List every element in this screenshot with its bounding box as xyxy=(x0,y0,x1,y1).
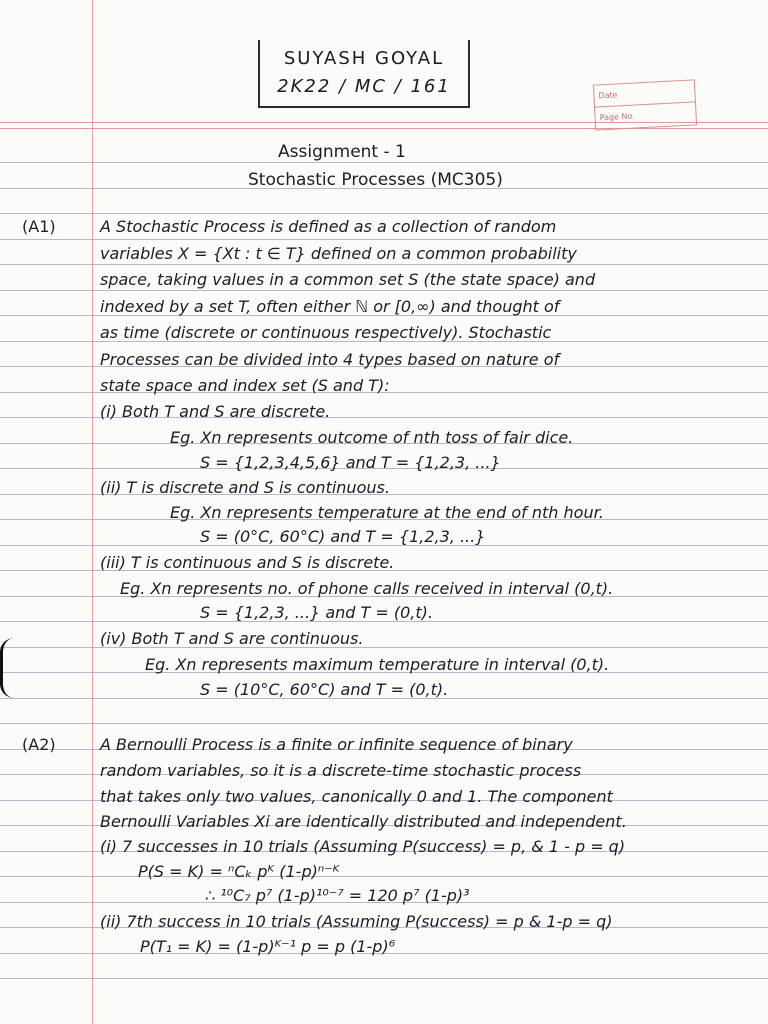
page-no-label: Page No. xyxy=(599,111,636,123)
part-i-heading: (i) 7 successes in 10 trials (Assuming P(success) = p, & 1 - p = q) xyxy=(100,837,626,856)
case-heading: (iv) Both T and S are continuous. xyxy=(100,629,364,648)
date-label: Date xyxy=(594,80,695,107)
part-i-formula: P(S = K) = ⁿCₖ pᴷ (1-p)ⁿ⁻ᴷ xyxy=(138,862,340,881)
a1-line: as time (discrete or continuous respectively). Stochastic xyxy=(100,323,552,342)
top-margin-rule xyxy=(0,128,768,129)
ruled-line xyxy=(0,264,768,265)
student-name: SUYASH GOYAL xyxy=(283,48,445,69)
ruled-line xyxy=(0,876,768,877)
a1-line: variables X = {Xt : t ∈ T} defined on a common probability xyxy=(100,244,577,263)
case-heading: (ii) T is discrete and S is continuous. xyxy=(100,478,390,497)
a2-line: Bernoulli Variables Xi are identically distributed and independent. xyxy=(100,812,627,831)
a2-line: that takes only two values, canonically 0 and 1. The component xyxy=(100,787,613,806)
a1-line: A Stochastic Process is defined as a collection of random xyxy=(100,217,557,236)
case-sets: S = (10°C, 60°C) and T = (0,t). xyxy=(200,680,449,699)
part-ii-formula: P(T₁ = K) = (1-p)ᴷ⁻¹ p = p (1-p)⁶ xyxy=(140,937,396,956)
answer-label-a2: (A2) xyxy=(22,735,56,754)
answer-label-a1: (A1) xyxy=(22,217,56,236)
case-sets: S = (0°C, 60°C) and T = {1,2,3, ...} xyxy=(200,527,486,546)
case-heading: (iii) T is continuous and S is discrete. xyxy=(100,553,395,572)
ruled-line xyxy=(0,290,768,291)
ruled-line xyxy=(0,239,768,240)
a1-line: Processes can be divided into 4 types based on nature of xyxy=(100,350,560,369)
roll-number: 2K22 / MC / 161 xyxy=(277,76,451,97)
ruled-line xyxy=(0,978,768,979)
case-sets: S = {1,2,3,4,5,6} and T = {1,2,3, ...} xyxy=(200,453,501,472)
header-box xyxy=(258,40,470,108)
ruled-line xyxy=(0,723,768,724)
a2-line: A Bernoulli Process is a finite or infinite sequence of binary xyxy=(100,735,573,754)
assignment-title: Assignment - 1 xyxy=(278,142,406,162)
a1-line: state space and index set (S and T): xyxy=(100,376,390,395)
ruled-line xyxy=(0,213,768,214)
case-heading: (i) Both T and S are discrete. xyxy=(100,402,331,421)
part-ii-heading: (ii) 7th success in 10 trials (Assuming P(success) = p & 1-p = q) xyxy=(100,912,613,931)
margin-line xyxy=(92,0,93,1024)
course-title: Stochastic Processes (MC305) xyxy=(248,170,503,190)
part-i-result: ∴ ¹⁰C₇ p⁷ (1-p)¹⁰⁻⁷ = 120 p⁷ (1-p)³ xyxy=(205,886,470,905)
case-sets: S = {1,2,3, ...} and T = (0,t). xyxy=(200,603,433,622)
case-example: Eg. Xn represents temperature at the end of nth hour. xyxy=(170,503,604,522)
case-example: Eg. Xn represents no. of phone calls received in interval (0,t). xyxy=(120,579,614,598)
date-page-stamp xyxy=(593,79,697,130)
ruled-line xyxy=(0,162,768,163)
binder-ring-shadow xyxy=(0,638,17,698)
a1-line: space, taking values in a common set S (the state space) and xyxy=(100,270,596,289)
a2-line: random variables, so it is a discrete-time stochastic process xyxy=(100,761,582,780)
case-example: Eg. Xn represents outcome of nth toss of fair dice. xyxy=(170,428,574,447)
a1-line: indexed by a set T, often either ℕ or [0,∞) and thought of xyxy=(100,297,560,316)
case-example: Eg. Xn represents maximum temperature in interval (0,t). xyxy=(145,655,610,674)
